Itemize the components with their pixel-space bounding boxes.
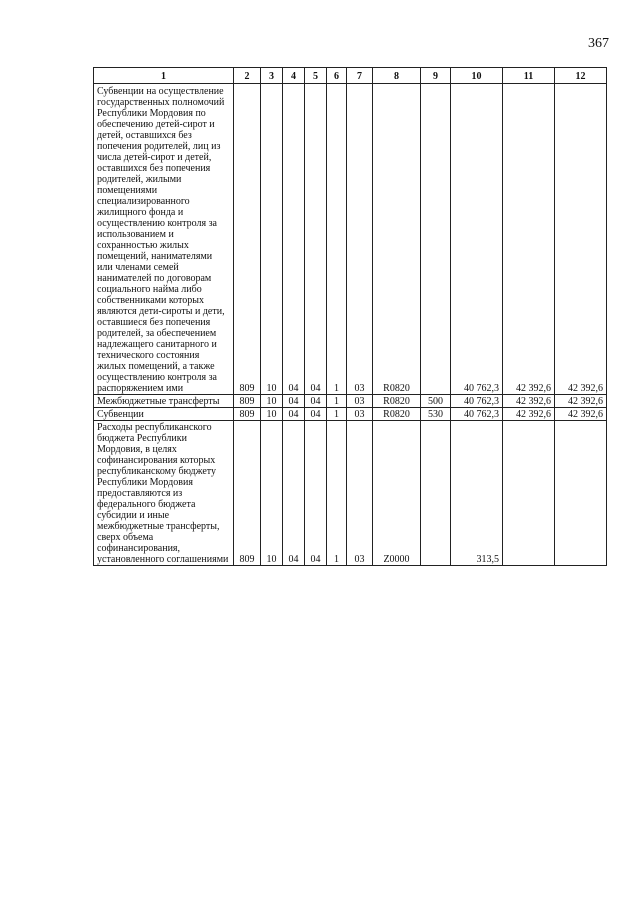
cell-expense-type [421, 84, 451, 395]
cell-amount-10: 40 762,3 [451, 84, 503, 395]
cell-amount-12: 42 392,6 [555, 84, 607, 395]
cell-main-event: 03 [347, 408, 373, 421]
column-header: 4 [283, 68, 305, 84]
budget-table [93, 67, 607, 566]
cell-section: 10 [261, 421, 283, 566]
cell-gr-code: 809 [234, 408, 261, 421]
column-header: 12 [555, 68, 607, 84]
column-header: 3 [261, 68, 283, 84]
cell-main-event: 03 [347, 395, 373, 408]
table-row [94, 421, 607, 566]
cell-subsection: 04 [283, 408, 305, 421]
cell-program: 04 [305, 84, 327, 395]
cell-program: 04 [305, 395, 327, 408]
table-header-row [94, 68, 607, 84]
cell-amount-10: 40 762,3 [451, 395, 503, 408]
column-header: 10 [451, 68, 503, 84]
column-header: 2 [234, 68, 261, 84]
row-name-cell: Межбюджетные трансферты [94, 395, 234, 408]
cell-expense-type [421, 421, 451, 566]
cell-main-event: 03 [347, 421, 373, 566]
cell-section: 10 [261, 408, 283, 421]
page-number: 367 [588, 36, 609, 51]
row-name-cell: Субвенции на осуществление государственных полномочий Республики Мордовия по обеспечению детей-сирот и детей, оставшихся без попечения родителей, лиц из числа детей-сирот и детей, оставшихся без попечения родителей, жилыми помещениями специализированного жилищного фонда и осуществлению контроля за использованием и сохранностью жилых помещений, нанимателями или членами семей нанимателей по договорам социального найма либо собственниками которых являются дети-сироты и дети, оставшиеся без попечения родителей, за обеспечением надлежащего санитарного и технического состояния жилых помещений, а также осуществлению контроля за распоряжением ими [94, 84, 234, 395]
cell-amount-12: 42 392,6 [555, 408, 607, 421]
column-header: 8 [373, 68, 421, 84]
cell-amount-12: 42 392,6 [555, 395, 607, 408]
row-name-cell: Субвенции [94, 408, 234, 421]
cell-amount-12 [555, 421, 607, 566]
cell-subsection: 04 [283, 84, 305, 395]
column-header: 11 [503, 68, 555, 84]
cell-expense-type: 530 [421, 408, 451, 421]
cell-subsection: 04 [283, 421, 305, 566]
column-header: 9 [421, 68, 451, 84]
cell-subsection: 04 [283, 395, 305, 408]
cell-direction: Z0000 [373, 421, 421, 566]
column-header: 7 [347, 68, 373, 84]
cell-expense-type: 500 [421, 395, 451, 408]
table-row [94, 84, 607, 395]
cell-gr-code: 809 [234, 395, 261, 408]
cell-subprogram: 1 [327, 421, 347, 566]
cell-section: 10 [261, 395, 283, 408]
column-header: 6 [327, 68, 347, 84]
cell-amount-11: 42 392,6 [503, 408, 555, 421]
column-header: 1 [94, 68, 234, 84]
cell-program: 04 [305, 408, 327, 421]
table-row [94, 395, 607, 408]
cell-subprogram: 1 [327, 395, 347, 408]
cell-direction: R0820 [373, 408, 421, 421]
cell-program: 04 [305, 421, 327, 566]
cell-gr-code: 809 [234, 421, 261, 566]
cell-direction: R0820 [373, 395, 421, 408]
cell-section: 10 [261, 84, 283, 395]
column-header: 5 [305, 68, 327, 84]
cell-main-event: 03 [347, 84, 373, 395]
table-row [94, 408, 607, 421]
cell-gr-code: 809 [234, 84, 261, 395]
cell-subprogram: 1 [327, 84, 347, 395]
cell-amount-11: 42 392,6 [503, 395, 555, 408]
cell-amount-10: 40 762,3 [451, 408, 503, 421]
cell-amount-10: 313,5 [451, 421, 503, 566]
cell-amount-11 [503, 421, 555, 566]
cell-amount-11: 42 392,6 [503, 84, 555, 395]
row-name-cell: Расходы республиканского бюджета Республики Мордовия, в целях софинансирования которых республиканскому бюджету Республики Мордовия предоставляются из федерального бюджета субсидии и иные межбюджетные трансферты, сверх объема софинансирования, установленного соглашениями [94, 421, 234, 566]
cell-subprogram: 1 [327, 408, 347, 421]
cell-direction: R0820 [373, 84, 421, 395]
